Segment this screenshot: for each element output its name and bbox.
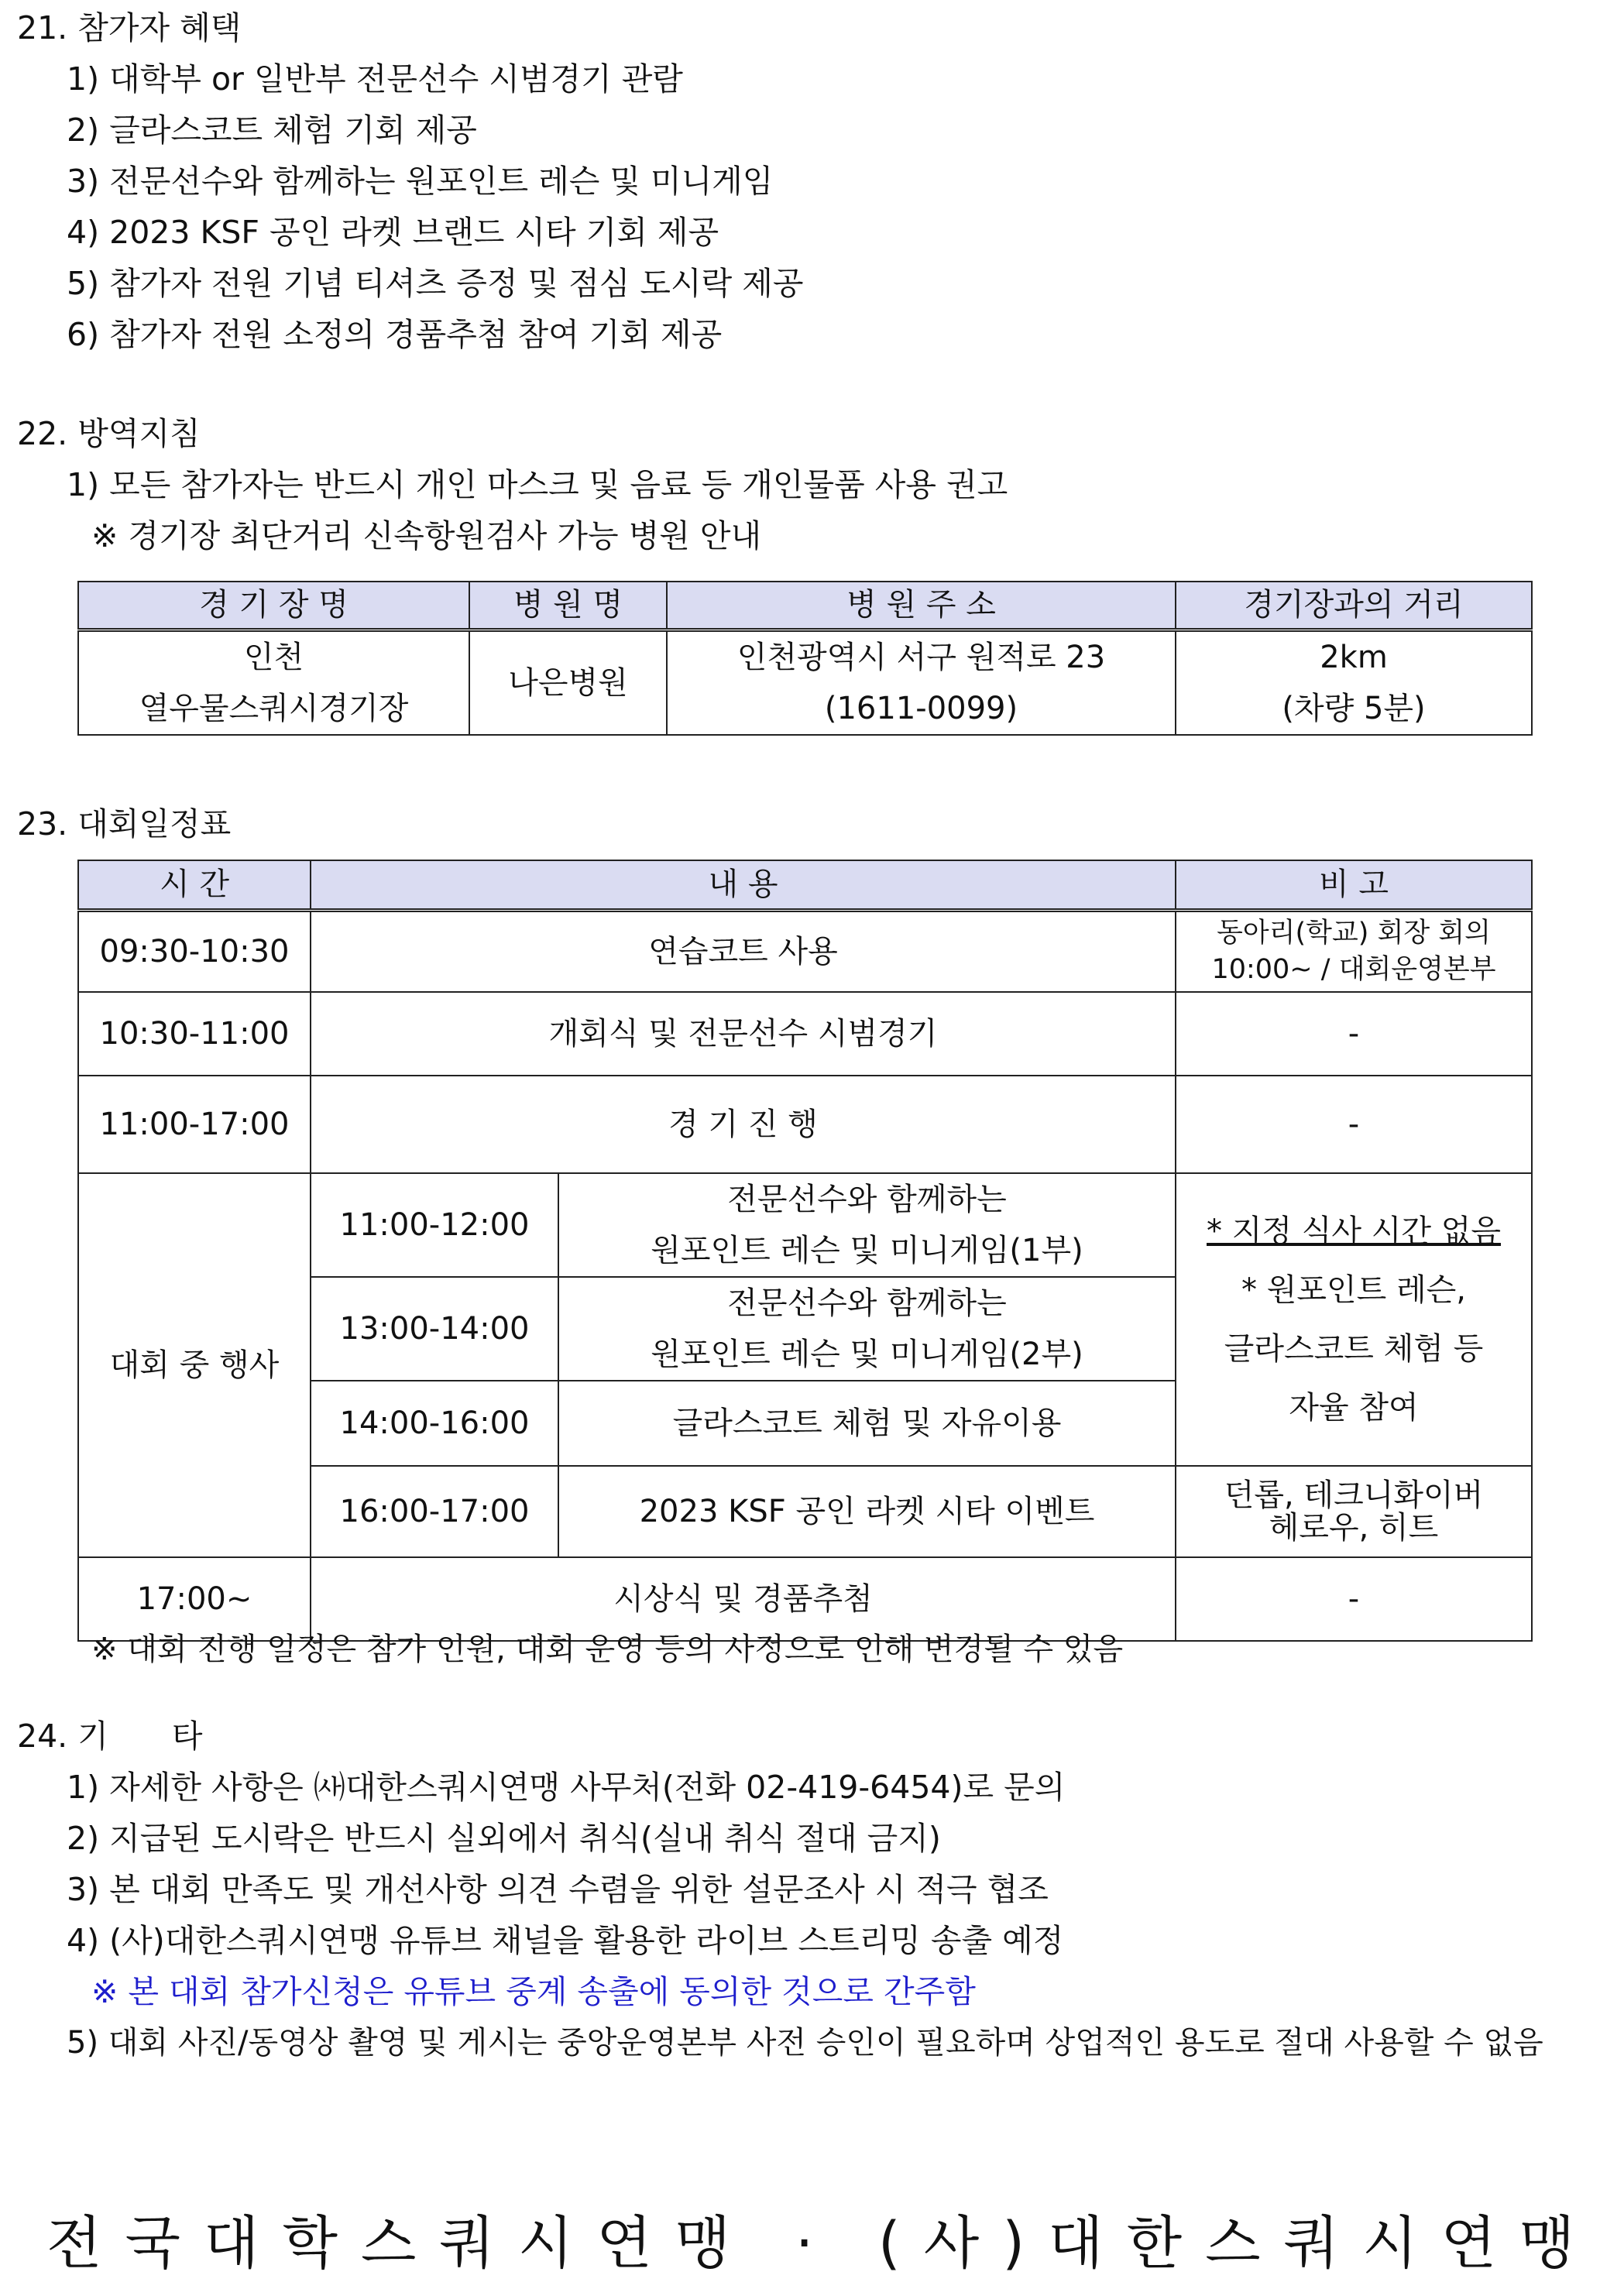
table-row bbox=[78, 1173, 1532, 1277]
time-cell: 10:30-11:00 bbox=[78, 992, 311, 1076]
content-cell: 글라스코트 체험 및 자유이용 bbox=[558, 1381, 1176, 1466]
time-cell: 09:30-10:30 bbox=[78, 910, 311, 992]
etc-item: 3) 본 대회 만족도 및 개선사항 의견 수렴을 위한 설문조사 시 적극 협조 bbox=[67, 1871, 1049, 1908]
content-cell: 개회식 및 전문선수 시범경기 bbox=[311, 992, 1176, 1076]
table-row bbox=[78, 992, 1532, 1076]
content-cell: 시상식 및 경품추첨 bbox=[311, 1557, 1176, 1641]
section-23-title: 23. 대회일정표 bbox=[17, 805, 232, 843]
time-cell: 17:00~ bbox=[78, 1557, 311, 1641]
etc-item: 4) (사)대한스쿼시연맹 유튜브 채널을 활용한 라이브 스트리밍 송출 예정 bbox=[67, 1922, 1064, 1959]
benefit-item: 2) 글라스코트 체험 기회 제공 bbox=[67, 112, 477, 149]
header-address: 병 원 주 소 bbox=[667, 582, 1176, 630]
racket-remark-cell: 던롭, 테크니화이버 헤로우, 히트 bbox=[1176, 1466, 1532, 1557]
remark-cell: 동아리(학교) 회장 회의 10:00~ / 대회운영본부 bbox=[1176, 910, 1532, 992]
header-content: 내 용 bbox=[311, 860, 1176, 910]
hospital-name-cell: 나은병원 bbox=[469, 630, 667, 735]
event-label-cell: 대회 중 행사 bbox=[78, 1173, 311, 1557]
etc-item: 5) 대회 사진/동영상 촬영 및 게시는 중앙운영본부 사전 승인이 필요하며 상업적인 용도로 절대 사용할 수 없음 bbox=[67, 2025, 1543, 2061]
remark-cell: - bbox=[1176, 1076, 1532, 1173]
benefit-item: 4) 2023 KSF 공인 라켓 브랜드 시타 기회 제공 bbox=[67, 214, 719, 251]
time-cell: 16:00-17:00 bbox=[311, 1466, 558, 1557]
etc-item: 1) 자세한 사항은 ㈔대한스쿼시연맹 사무처(전화 02-419-6454)로 문의 bbox=[67, 1769, 1066, 1806]
table-row bbox=[78, 910, 1532, 992]
content-cell: 연습코트 사용 bbox=[311, 910, 1176, 992]
benefit-item: 6) 참가자 전원 소정의 경품추첨 참여 기회 제공 bbox=[67, 316, 723, 353]
header-venue: 경 기 장 명 bbox=[78, 582, 469, 630]
remark-cell: - bbox=[1176, 992, 1532, 1076]
streaming-consent-note: ※ 본 대회 참가신청은 유튜브 중계 송출에 동의한 것으로 간주함 bbox=[91, 1973, 976, 2010]
header-hospital: 병 원 명 bbox=[469, 582, 667, 630]
remark-cell: - bbox=[1176, 1557, 1532, 1641]
venue-cell: 인천 열우물스쿼시경기장 bbox=[78, 630, 469, 735]
section-21-title: 21. 참가자 혜택 bbox=[17, 9, 242, 46]
header-time: 시 간 bbox=[78, 860, 311, 910]
address-cell: 인천광역시 서구 원적로 23 (1611-0099) bbox=[667, 630, 1176, 735]
event-remark-cell: * 지정 식사 시간 없음 * 원포인트 레슨, 글라스코트 체험 등 자율 참여 bbox=[1176, 1173, 1532, 1466]
footer-organizations: 전국대학스쿼시연맹 · (사)대한스쿼시연맹 bbox=[46, 2210, 1598, 2277]
header-distance: 경기장과의 거리 bbox=[1176, 582, 1532, 630]
section-22-title: 22. 방역지침 bbox=[17, 415, 201, 452]
content-cell: 2023 KSF 공인 라켓 시타 이벤트 bbox=[558, 1466, 1176, 1557]
quarantine-item: 1) 모든 참가자는 반드시 개인 마스크 및 음료 등 개인물품 사용 권고 bbox=[67, 466, 1008, 503]
hospital-note: ※ 경기장 최단거리 신속항원검사 가능 병원 안내 bbox=[91, 517, 762, 554]
time-cell: 11:00-12:00 bbox=[311, 1173, 558, 1277]
distance-cell: 2km (차량 5분) bbox=[1176, 630, 1532, 735]
etc-item: 2) 지급된 도시락은 반드시 실외에서 취식(실내 취식 절대 금지) bbox=[67, 1820, 941, 1857]
time-cell: 11:00-17:00 bbox=[78, 1076, 311, 1173]
table-row bbox=[78, 1557, 1532, 1641]
header-remark: 비 고 bbox=[1176, 860, 1532, 910]
benefit-item: 1) 대학부 or 일반부 전문선수 시범경기 관람 bbox=[67, 60, 683, 98]
benefit-item: 3) 전문선수와 함께하는 원포인트 레슨 및 미니게임 bbox=[67, 163, 774, 200]
time-cell: 14:00-16:00 bbox=[311, 1381, 558, 1466]
schedule-note: ※ 대회 진행 일정은 참가 인원, 대회 운영 등의 사정으로 인해 변경될 수 있음 bbox=[91, 1632, 1124, 1667]
content-cell: 경 기 진 행 bbox=[311, 1076, 1176, 1173]
content-cell: 전문선수와 함께하는 원포인트 레슨 및 미니게임(1부) bbox=[558, 1173, 1176, 1277]
section-24-title: 24. 기 타 bbox=[17, 1718, 203, 1755]
time-cell: 13:00-14:00 bbox=[311, 1277, 558, 1381]
benefit-item: 5) 참가자 전원 기념 티셔츠 증정 및 점심 도시락 제공 bbox=[67, 265, 804, 302]
content-cell: 전문선수와 함께하는 원포인트 레슨 및 미니게임(2부) bbox=[558, 1277, 1176, 1381]
hospital-table bbox=[77, 581, 1533, 736]
table-row bbox=[78, 1076, 1532, 1173]
schedule-table bbox=[77, 860, 1533, 1642]
